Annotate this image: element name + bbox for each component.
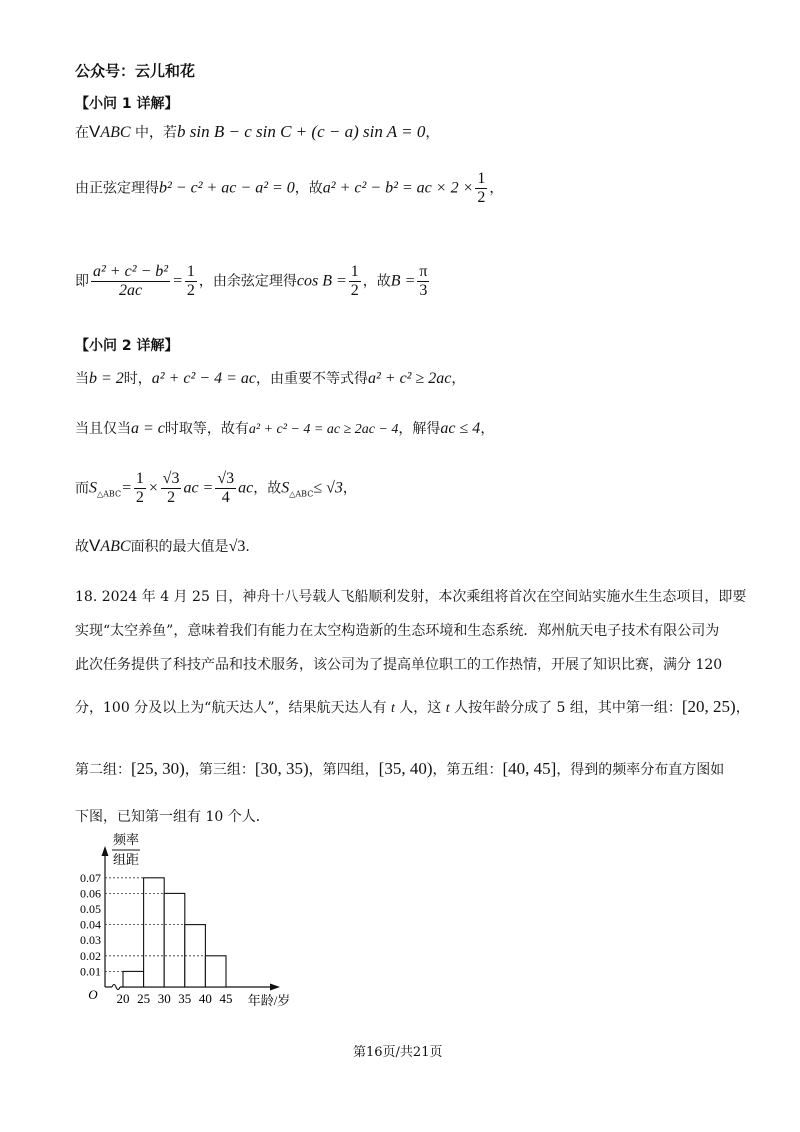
histogram-bar	[205, 956, 226, 987]
x-tick-label: 35	[178, 991, 192, 1006]
denominator: 2	[477, 189, 486, 206]
y-axis-arrow	[102, 846, 109, 856]
fraction	[161, 470, 182, 507]
equation: a² + c² − 4 = ac ≥ 2ac − 4	[248, 422, 399, 437]
fraction	[91, 263, 170, 300]
histogram-bar	[164, 893, 185, 987]
text: ，故	[253, 480, 282, 497]
group2-interval: [25, 30)	[131, 759, 185, 778]
x-tick-label: 40	[198, 991, 212, 1006]
part2-line3	[75, 470, 357, 507]
group3-interval: [30, 35)	[254, 759, 309, 778]
variable-t: t	[445, 701, 450, 716]
part1-title: 【小问 1 详解】	[75, 96, 179, 112]
text: 即	[75, 273, 89, 290]
equals: =	[121, 479, 132, 497]
histogram-bar	[144, 878, 165, 987]
text: ，由重要不等式得	[255, 371, 368, 387]
part2-title: 【小问 2 详解】	[75, 338, 179, 354]
fraction	[475, 170, 487, 207]
y-label-top: 频率	[112, 832, 140, 847]
text: ，	[342, 480, 357, 497]
x-tick-label: 45	[219, 991, 233, 1006]
y-tick-label: 0.02	[80, 948, 101, 963]
text: .	[245, 539, 250, 555]
problem18-line6: 下图，已知第一组有 10 个人．	[75, 809, 270, 825]
x-axis-break	[112, 985, 120, 990]
equation: ac =	[183, 479, 214, 497]
denominator: 2	[135, 489, 144, 506]
numerator: a² + c² − b²	[93, 263, 169, 280]
y-tick-label: 0.04	[80, 917, 101, 932]
text: 在	[75, 125, 89, 141]
text: 中，若	[130, 125, 178, 141]
equation: a² + c² − b² = ac × 2 ×	[322, 179, 474, 197]
denominator: 3	[419, 282, 428, 299]
page-number: 第16页/共21页	[353, 1045, 443, 1060]
text: ，第四组，	[308, 762, 379, 778]
text: ，解得	[398, 421, 441, 437]
x-axis-arrow	[270, 984, 280, 991]
text: ，	[451, 371, 466, 387]
text: ，	[489, 180, 504, 197]
numerator: π	[419, 263, 428, 280]
text: 当且仅当	[75, 421, 131, 437]
triangle-name: ABC	[100, 538, 131, 555]
denominator: 2	[186, 282, 195, 299]
text: ，	[425, 125, 440, 141]
part1-line1	[75, 122, 439, 142]
text: 而	[75, 480, 89, 497]
group1-interval: [20, 25)	[681, 697, 736, 716]
triangle-symbol: V	[89, 536, 101, 555]
equation: b = 2	[89, 370, 124, 387]
problem18-line4	[75, 697, 750, 716]
area-symbol: S	[89, 479, 97, 497]
text: 第二组：	[75, 762, 131, 778]
equation: ac	[238, 479, 254, 497]
denominator: 2	[350, 282, 359, 299]
subscript: △ABC	[97, 489, 122, 499]
x-axis-label: 年龄/岁	[247, 993, 291, 1008]
variable-t: t	[390, 701, 395, 716]
problem18-line2: 实现“太空养鱼”，意味着我们有能力在太空构造新的生态环境和生态系统．郑州航天电子技术有限公司为	[75, 623, 720, 639]
text: ，第三组：	[184, 762, 255, 778]
frequency-histogram	[60, 828, 320, 1010]
y-tick-label: 0.01	[80, 964, 101, 979]
y-tick-label: 0.06	[80, 886, 101, 901]
numerator: √3	[217, 470, 235, 487]
equation: cos B =	[296, 272, 347, 290]
fraction	[185, 263, 197, 300]
numerator: 1	[350, 263, 359, 280]
equation: a = c	[131, 420, 165, 437]
part2-line1	[75, 368, 465, 388]
origin-label: O	[88, 987, 98, 1002]
equation: b² − c² + ac − a² = 0	[159, 179, 295, 197]
text: 由正弦定理得	[75, 180, 159, 197]
fraction	[349, 263, 361, 300]
equation: b sin B − c sin C + (c − a) sin A = 0	[177, 122, 426, 141]
y-label-bottom: 组距	[112, 852, 140, 867]
text: 时取等，故有	[164, 421, 249, 437]
fraction	[134, 470, 146, 507]
denominator: 2ac	[118, 282, 143, 299]
subscript: △ABC	[289, 489, 314, 499]
denominator: 4	[221, 489, 230, 506]
text: 面积的最大值是	[130, 539, 229, 555]
text: 当	[75, 371, 89, 387]
text: 故	[75, 539, 89, 555]
x-tick-label: 25	[137, 991, 151, 1006]
x-tick-label: 20	[116, 991, 130, 1006]
part2-line4	[75, 536, 250, 556]
equation: a² + c² − 4 = ac	[151, 370, 256, 387]
problem18-line1: 18. 2024 年 4 月 25 日，神舟十八号载人飞船顺利发射，本次乘组将首次在空间站实施水生生态项目，即要	[75, 589, 747, 605]
triangle-name: ABC	[100, 124, 131, 141]
text: ，故	[362, 273, 391, 290]
times: ×	[147, 479, 159, 497]
numerator: 1	[186, 263, 195, 280]
group4-interval: [35, 40)	[378, 759, 433, 778]
text: 分，100 分及以上为“航天达人”，结果航天达人有	[75, 700, 391, 716]
y-tick-label: 0.07	[80, 870, 101, 885]
text: 人，这	[394, 700, 446, 716]
text: ，第五组：	[432, 762, 503, 778]
problem18-line5	[75, 759, 725, 778]
text: ，故	[294, 180, 323, 197]
numerator: 1	[135, 470, 144, 487]
x-tick-label: 30	[157, 991, 171, 1006]
equation: ac ≤ 4	[440, 420, 481, 437]
part1-line3	[75, 263, 431, 300]
part1-line2	[75, 170, 503, 207]
equation: a² + c² ≥ 2ac	[367, 370, 452, 387]
equation: ≤ √3	[313, 479, 343, 497]
y-tick-label: 0.03	[80, 933, 101, 948]
equation: B =	[390, 272, 416, 290]
group5-interval: [40, 45]	[502, 759, 557, 778]
text: ，	[480, 421, 495, 437]
area-symbol: S	[281, 479, 290, 497]
text: ，	[735, 700, 750, 716]
text: ，得到的频率分布直方图如	[556, 762, 725, 778]
numerator: √3	[162, 470, 180, 487]
triangle-symbol: V	[89, 122, 101, 141]
answer-value: √3	[228, 538, 246, 555]
text: 人按年龄分成了 5 组，其中第一组：	[449, 700, 682, 716]
histogram-bar	[123, 971, 144, 987]
part2-line2	[75, 418, 494, 438]
text: 时，	[123, 371, 152, 387]
text: ，由余弦定理得	[198, 273, 297, 290]
account-header: 公众号：云儿和花	[75, 62, 196, 80]
denominator: 2	[167, 489, 176, 506]
fraction	[417, 263, 429, 300]
equals: =	[172, 272, 183, 290]
problem18-line3: 此次任务提供了科技产品和技术服务，该公司为了提高单位职工的工作热情，开展了知识比赛，满分 120	[75, 657, 723, 673]
fraction	[215, 470, 236, 507]
y-tick-label: 0.05	[80, 902, 101, 916]
numerator: 1	[477, 170, 486, 187]
